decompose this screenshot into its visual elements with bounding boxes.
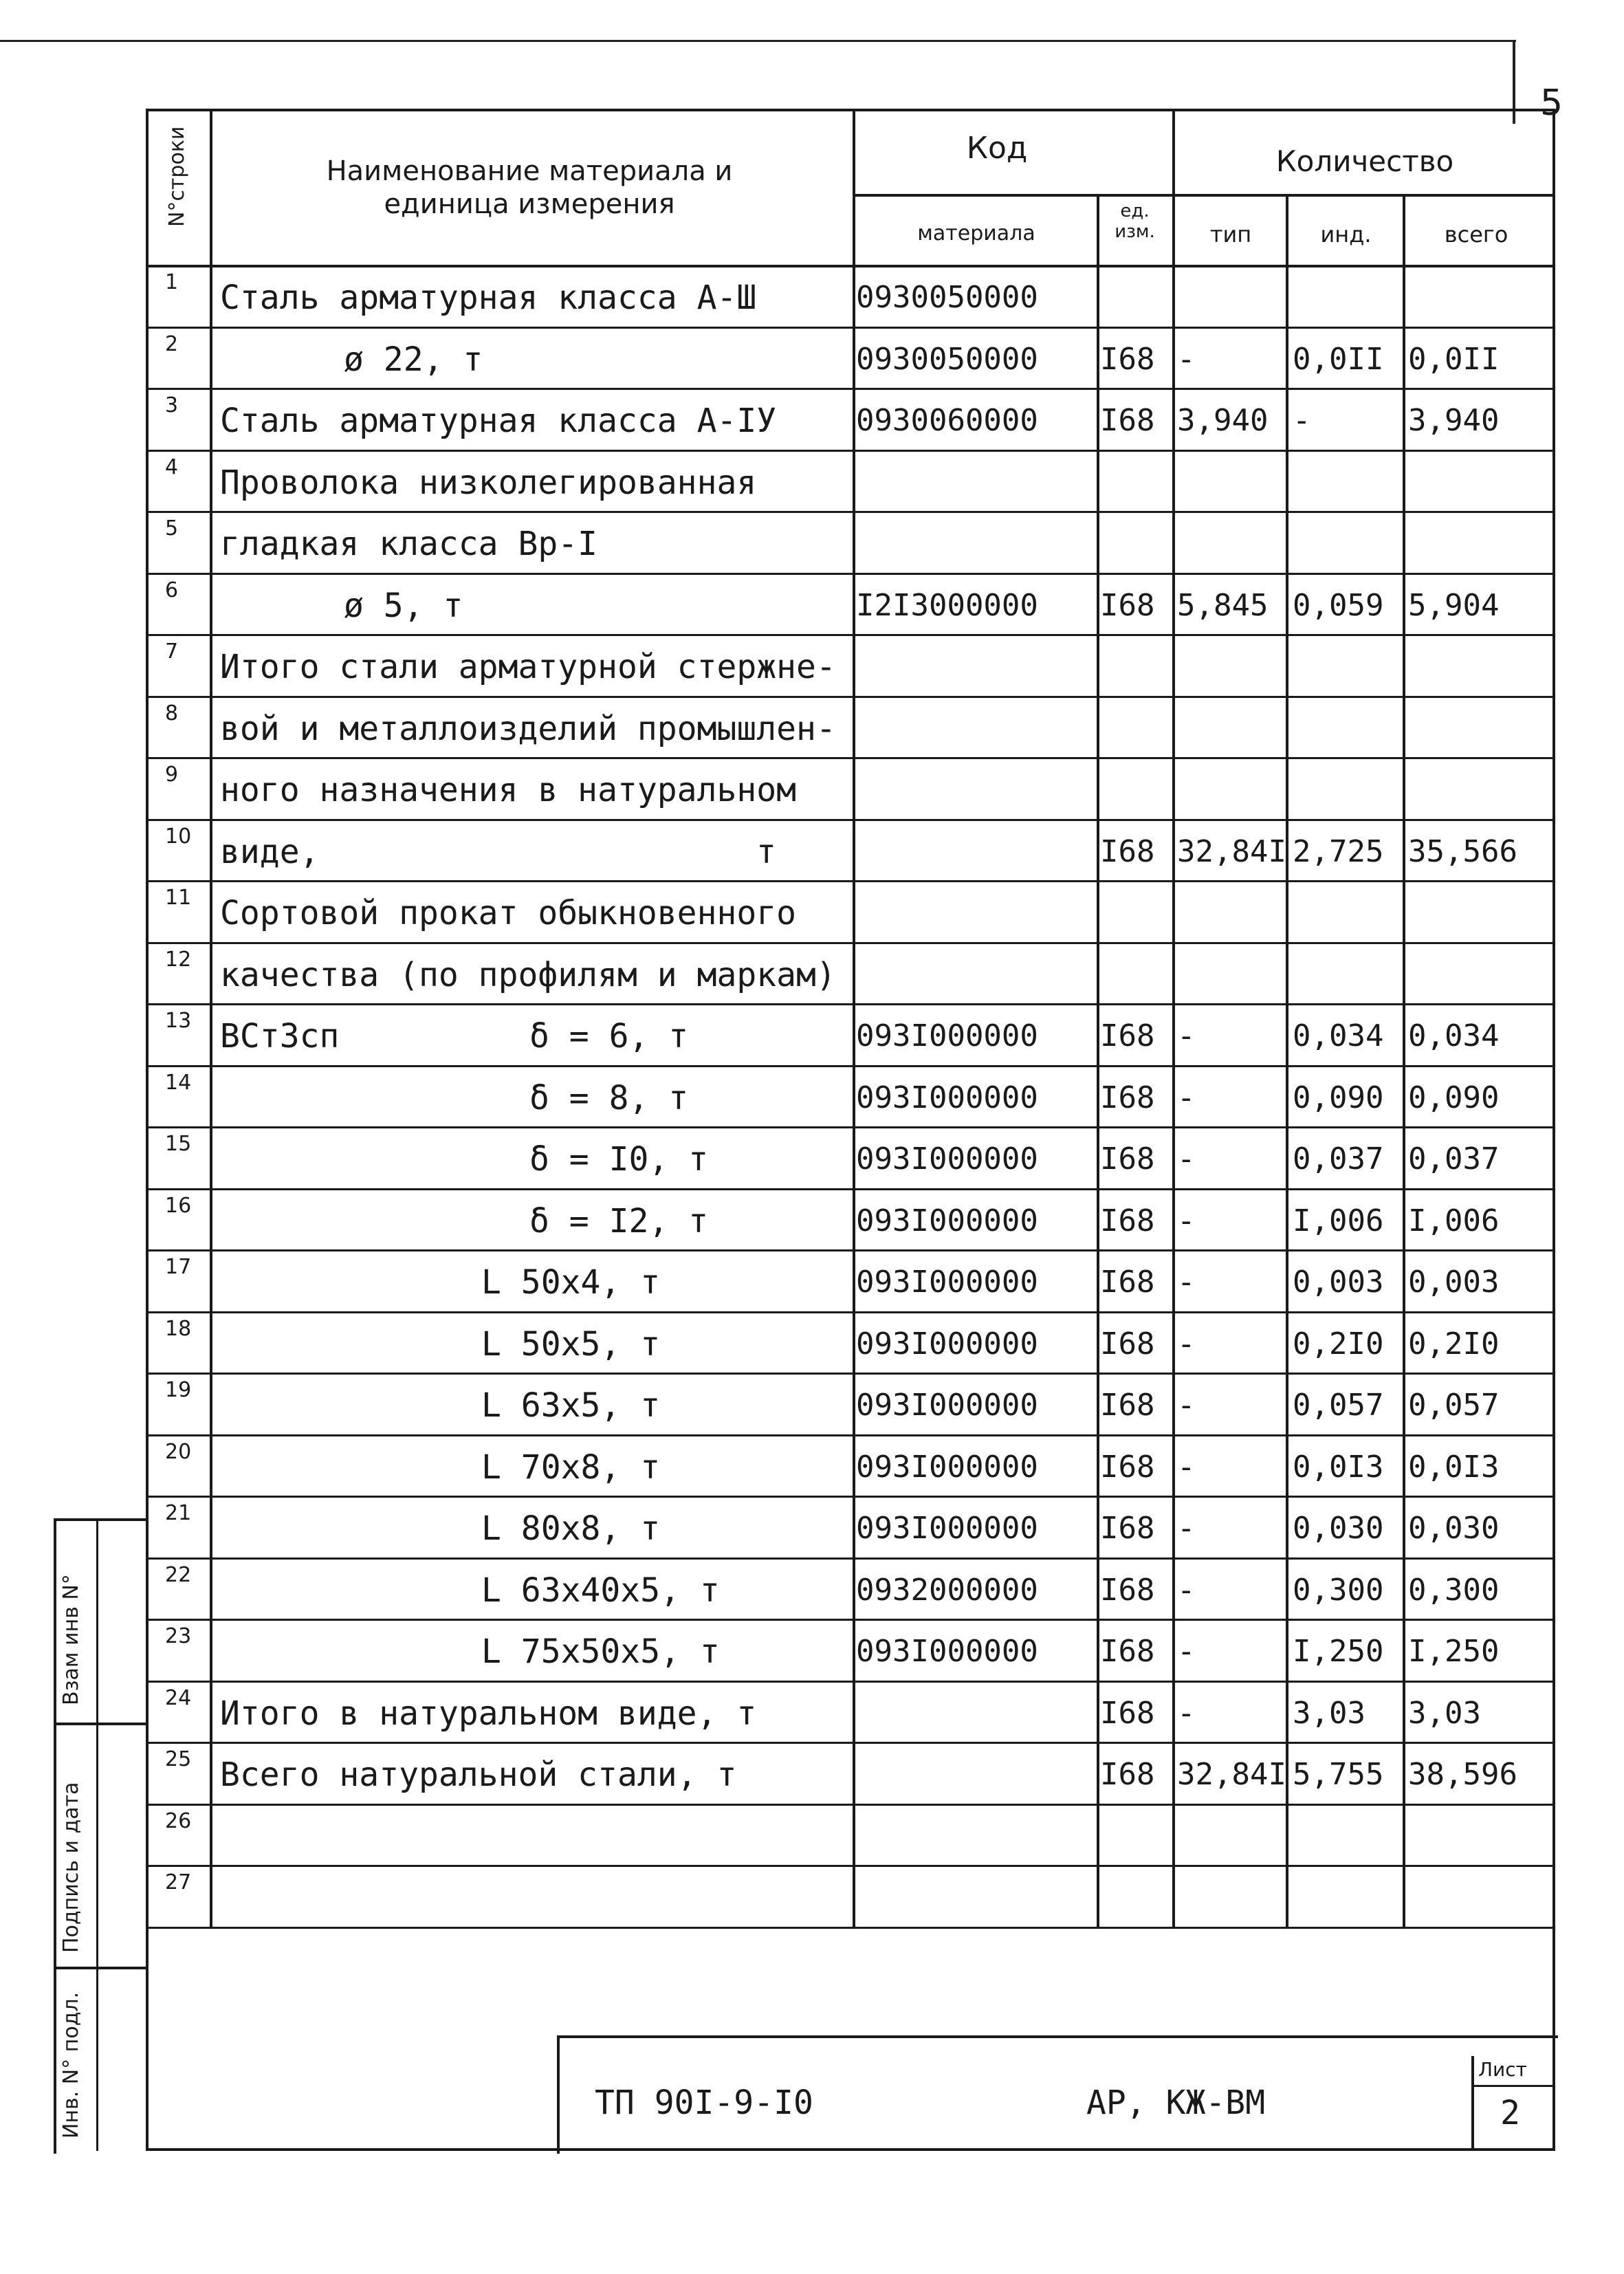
side-label-inv-original: Инв. N° подл.	[59, 1991, 83, 2139]
row-code: 093I000000	[856, 1326, 1038, 1362]
row-qty-type: -	[1177, 1573, 1196, 1608]
row-number: 9	[165, 763, 179, 787]
row-code: I2I3000000	[856, 588, 1038, 623]
top-rule	[0, 40, 1516, 42]
row-number: 27	[165, 1870, 192, 1894]
row-unit: I68	[1100, 1018, 1155, 1053]
row-name-detail: δ = I2, т	[529, 1202, 709, 1240]
row-unit: I68	[1100, 1757, 1155, 1792]
row-qty-total: 0,037	[1408, 1141, 1500, 1177]
row-line	[146, 1496, 1555, 1498]
row-name: Сталь арматурная класса А-Ш	[220, 278, 757, 317]
column-line	[1286, 194, 1288, 1927]
row-number: 13	[165, 1009, 192, 1033]
stamp-doc-code: ТП 90I-9-I0	[595, 2084, 813, 2122]
row-number: 23	[165, 1624, 192, 1648]
row-number: 26	[165, 1809, 192, 1833]
row-qty-ind: 0,300	[1293, 1573, 1384, 1608]
row-line	[146, 1619, 1555, 1621]
row-number: 20	[165, 1440, 192, 1464]
row-line	[146, 696, 1555, 698]
row-line	[146, 757, 1555, 759]
row-qty-total: 0,003	[1408, 1265, 1500, 1300]
side-label-inv-replace: Взам инв N°	[59, 1574, 83, 1705]
row-qty-type: -	[1177, 1326, 1196, 1362]
row-line	[146, 1003, 1555, 1005]
row-code: 093I000000	[856, 1450, 1038, 1485]
row-line	[146, 1865, 1555, 1867]
row-line	[146, 573, 1555, 575]
row-qty-type: 32,84I	[1177, 1757, 1286, 1792]
row-unit: I68	[1100, 1265, 1155, 1300]
stamp-sheet-divider	[1471, 2085, 1555, 2087]
row-qty-ind: 3,03	[1293, 1696, 1365, 1731]
row-number: 15	[165, 1132, 192, 1156]
column-line	[1097, 194, 1099, 1927]
row-name-detail: L 75x50x5, т	[481, 1632, 720, 1671]
row-number: 12	[165, 948, 192, 972]
row-qty-total: I,250	[1408, 1634, 1500, 1669]
column-line	[210, 109, 212, 1927]
row-code: 093I000000	[856, 1265, 1038, 1300]
row-code: 093I000000	[856, 1203, 1038, 1238]
row-name: виде,	[220, 833, 320, 871]
row-qty-ind: 5,755	[1293, 1757, 1384, 1792]
row-number: 4	[165, 455, 179, 479]
row-line	[146, 327, 1555, 329]
row-line	[146, 1804, 1555, 1806]
row-line	[146, 1311, 1555, 1313]
row-qty-type: -	[1177, 1080, 1196, 1115]
row-name: Итого стали арматурной стержне-	[220, 648, 836, 686]
row-line	[146, 450, 1555, 452]
row-qty-total: I,006	[1408, 1203, 1500, 1238]
row-qty-type: 5,845	[1177, 588, 1269, 623]
row-qty-ind: 0,003	[1293, 1265, 1384, 1300]
row-number: 24	[165, 1686, 192, 1710]
page-number: 5	[1540, 83, 1563, 124]
row-line	[146, 1249, 1555, 1251]
header-q-ind: инд.	[1320, 221, 1372, 248]
row-qty-total: 0,2I0	[1408, 1326, 1500, 1362]
row-code: 093I000000	[856, 1388, 1038, 1423]
row-number: 14	[165, 1071, 192, 1095]
row-code: 0930060000	[856, 403, 1038, 438]
row-qty-ind: 0,057	[1293, 1388, 1384, 1423]
row-number: 19	[165, 1378, 192, 1402]
row-line	[146, 1065, 1555, 1067]
row-qty-type: -	[1177, 1696, 1196, 1731]
row-qty-ind: 0,037	[1293, 1141, 1384, 1177]
row-line	[146, 1434, 1555, 1436]
row-number: 21	[165, 1501, 192, 1525]
row-name: Проволока низколегированная	[220, 463, 757, 502]
row-unit: I68	[1100, 1696, 1155, 1731]
row-name-detail: δ = 8, т	[529, 1079, 689, 1117]
row-unit: I68	[1100, 1388, 1155, 1423]
row-line	[146, 942, 1555, 944]
row-name-detail: т	[756, 833, 776, 871]
row-name-detail: L 80x8, т	[481, 1509, 661, 1548]
row-qty-total: 0,030	[1408, 1511, 1500, 1546]
row-code: 093I000000	[856, 1511, 1038, 1546]
row-code: 093I000000	[856, 1080, 1038, 1115]
row-unit: I68	[1100, 588, 1155, 623]
row-qty-type: -	[1177, 1634, 1196, 1669]
row-name: ВСт3сп	[220, 1017, 340, 1056]
row-qty-ind: 0,034	[1293, 1018, 1384, 1053]
row-number: 22	[165, 1563, 192, 1587]
row-name-detail: L 50x5, т	[481, 1325, 661, 1364]
row-name: вой и металлоизделий промышлен-	[220, 710, 836, 748]
row-qty-type: -	[1177, 1141, 1196, 1177]
row-code: 093I000000	[856, 1018, 1038, 1053]
row-qty-ind: 0,0I3	[1293, 1450, 1384, 1485]
row-qty-total: 38,596	[1408, 1757, 1517, 1792]
stamp-sheet-label: Лист	[1478, 2058, 1527, 2081]
stamp-section: АР, КЖ-ВМ	[1086, 2084, 1266, 2122]
header-name: Наименование материала и единица измерения	[326, 155, 733, 220]
header-code-material: материала	[917, 221, 1035, 245]
row-qty-total: 3,03	[1408, 1696, 1481, 1731]
row-qty-ind: 0,2I0	[1293, 1326, 1384, 1362]
row-qty-total: 0,300	[1408, 1573, 1500, 1608]
row-qty-ind: -	[1293, 403, 1311, 438]
row-name: ного назначения в натуральном	[220, 771, 797, 809]
row-qty-type: -	[1177, 1203, 1196, 1238]
row-qty-ind: I,006	[1293, 1203, 1384, 1238]
row-code: 0930050000	[856, 342, 1038, 377]
row-qty-ind: 0,030	[1293, 1511, 1384, 1546]
header-divider	[853, 194, 1555, 197]
row-qty-type: -	[1177, 1450, 1196, 1485]
row-code: 093I000000	[856, 1634, 1038, 1669]
row-name: Сортовой прокат обыкновенного	[220, 894, 797, 932]
row-name-detail: L 63x40x5, т	[481, 1571, 720, 1610]
row-unit: I68	[1100, 1450, 1155, 1485]
row-qty-type: -	[1177, 342, 1196, 377]
row-name-detail: δ = I0, т	[529, 1140, 709, 1179]
row-name: Итого в натуральном виде, т	[220, 1694, 757, 1733]
row-qty-type: -	[1177, 1511, 1196, 1546]
row-qty-total: 0,0II	[1408, 342, 1500, 377]
row-name-detail: δ = 6, т	[529, 1017, 689, 1056]
header-row-no: N°строки	[165, 126, 189, 227]
row-qty-total: 0,034	[1408, 1018, 1500, 1053]
side-inner-line	[96, 1518, 98, 2151]
row-line	[146, 1188, 1555, 1190]
row-number: 7	[165, 639, 179, 664]
row-number: 2	[165, 332, 179, 356]
side-divider-2	[54, 1967, 146, 1969]
row-qty-ind: 0,059	[1293, 588, 1384, 623]
row-name: качества (по профилям и маркам)	[220, 956, 836, 994]
row-unit: I68	[1100, 834, 1155, 869]
row-unit: I68	[1100, 1326, 1155, 1362]
row-unit: I68	[1100, 1511, 1155, 1546]
stamp-sheet-number: 2	[1500, 2094, 1520, 2132]
row-name-detail: L 70x8, т	[481, 1448, 661, 1487]
row-qty-total: 35,566	[1408, 834, 1517, 869]
row-number: 1	[165, 270, 179, 294]
row-number: 18	[165, 1317, 192, 1341]
side-divider-1	[54, 1723, 146, 1725]
row-line	[146, 819, 1555, 821]
row-name: ø 5, т	[344, 587, 463, 625]
row-qty-total: 0,0I3	[1408, 1450, 1500, 1485]
row-code: 0930050000	[856, 280, 1038, 315]
row-number: 3	[165, 393, 179, 417]
row-number: 5	[165, 516, 179, 540]
row-number: 16	[165, 1194, 192, 1218]
row-qty-type: -	[1177, 1265, 1196, 1300]
row-name-detail: L 50x4, т	[481, 1263, 661, 1302]
row-line	[146, 880, 1555, 882]
row-qty-type: 3,940	[1177, 403, 1269, 438]
row-name: ø 22, т	[344, 340, 483, 379]
row-line	[146, 511, 1555, 513]
row-line	[146, 388, 1555, 390]
row-qty-ind: 0,0II	[1293, 342, 1384, 377]
row-unit: I68	[1100, 403, 1155, 438]
row-line	[146, 1681, 1555, 1683]
header-q-total: всего	[1444, 221, 1508, 248]
header-q-type: тип	[1209, 221, 1252, 248]
row-name-detail: L 63x5, т	[481, 1386, 661, 1425]
row-line	[146, 634, 1555, 636]
row-number: 17	[165, 1255, 192, 1279]
row-qty-total: 0,090	[1408, 1080, 1500, 1115]
row-line	[146, 1557, 1555, 1560]
row-unit: I68	[1100, 1573, 1155, 1608]
row-qty-ind: I,250	[1293, 1634, 1384, 1669]
row-qty-ind: 0,090	[1293, 1080, 1384, 1115]
row-line	[146, 1126, 1555, 1128]
row-qty-total: 0,057	[1408, 1388, 1500, 1423]
row-unit: I68	[1100, 1203, 1155, 1238]
row-number: 8	[165, 701, 179, 725]
header-quantity: Количество	[1275, 144, 1454, 178]
row-number: 10	[165, 824, 192, 849]
row-code: 0932000000	[856, 1573, 1038, 1608]
header-bottom-line	[146, 265, 1555, 267]
row-number: 6	[165, 578, 179, 602]
row-name: Всего натуральной стали, т	[220, 1756, 737, 1794]
row-qty-ind: 2,725	[1293, 834, 1384, 869]
column-line	[1403, 194, 1405, 1927]
row-unit: I68	[1100, 1080, 1155, 1115]
row-code: 093I000000	[856, 1141, 1038, 1177]
header-code: Код	[966, 131, 1028, 166]
row-line	[146, 1927, 1555, 1929]
row-name: гладкая класса Вр-I	[220, 525, 598, 563]
row-name: Сталь арматурная класса А-IУ	[220, 402, 777, 440]
row-number: 11	[165, 886, 192, 910]
row-line	[146, 1373, 1555, 1375]
column-line	[1172, 109, 1175, 1927]
row-qty-total: 5,904	[1408, 588, 1500, 623]
row-unit: I68	[1100, 342, 1155, 377]
row-qty-type: -	[1177, 1388, 1196, 1423]
row-unit: I68	[1100, 1141, 1155, 1177]
row-qty-type: 32,84I	[1177, 834, 1286, 869]
row-qty-total: 3,940	[1408, 403, 1500, 438]
row-unit: I68	[1100, 1634, 1155, 1669]
side-label-signature: Подпись и дата	[59, 1782, 83, 1953]
row-qty-type: -	[1177, 1018, 1196, 1053]
header-code-unit: ед. изм.	[1115, 201, 1155, 242]
row-number: 25	[165, 1747, 192, 1771]
row-line	[146, 1742, 1555, 1744]
column-line	[853, 109, 855, 1927]
